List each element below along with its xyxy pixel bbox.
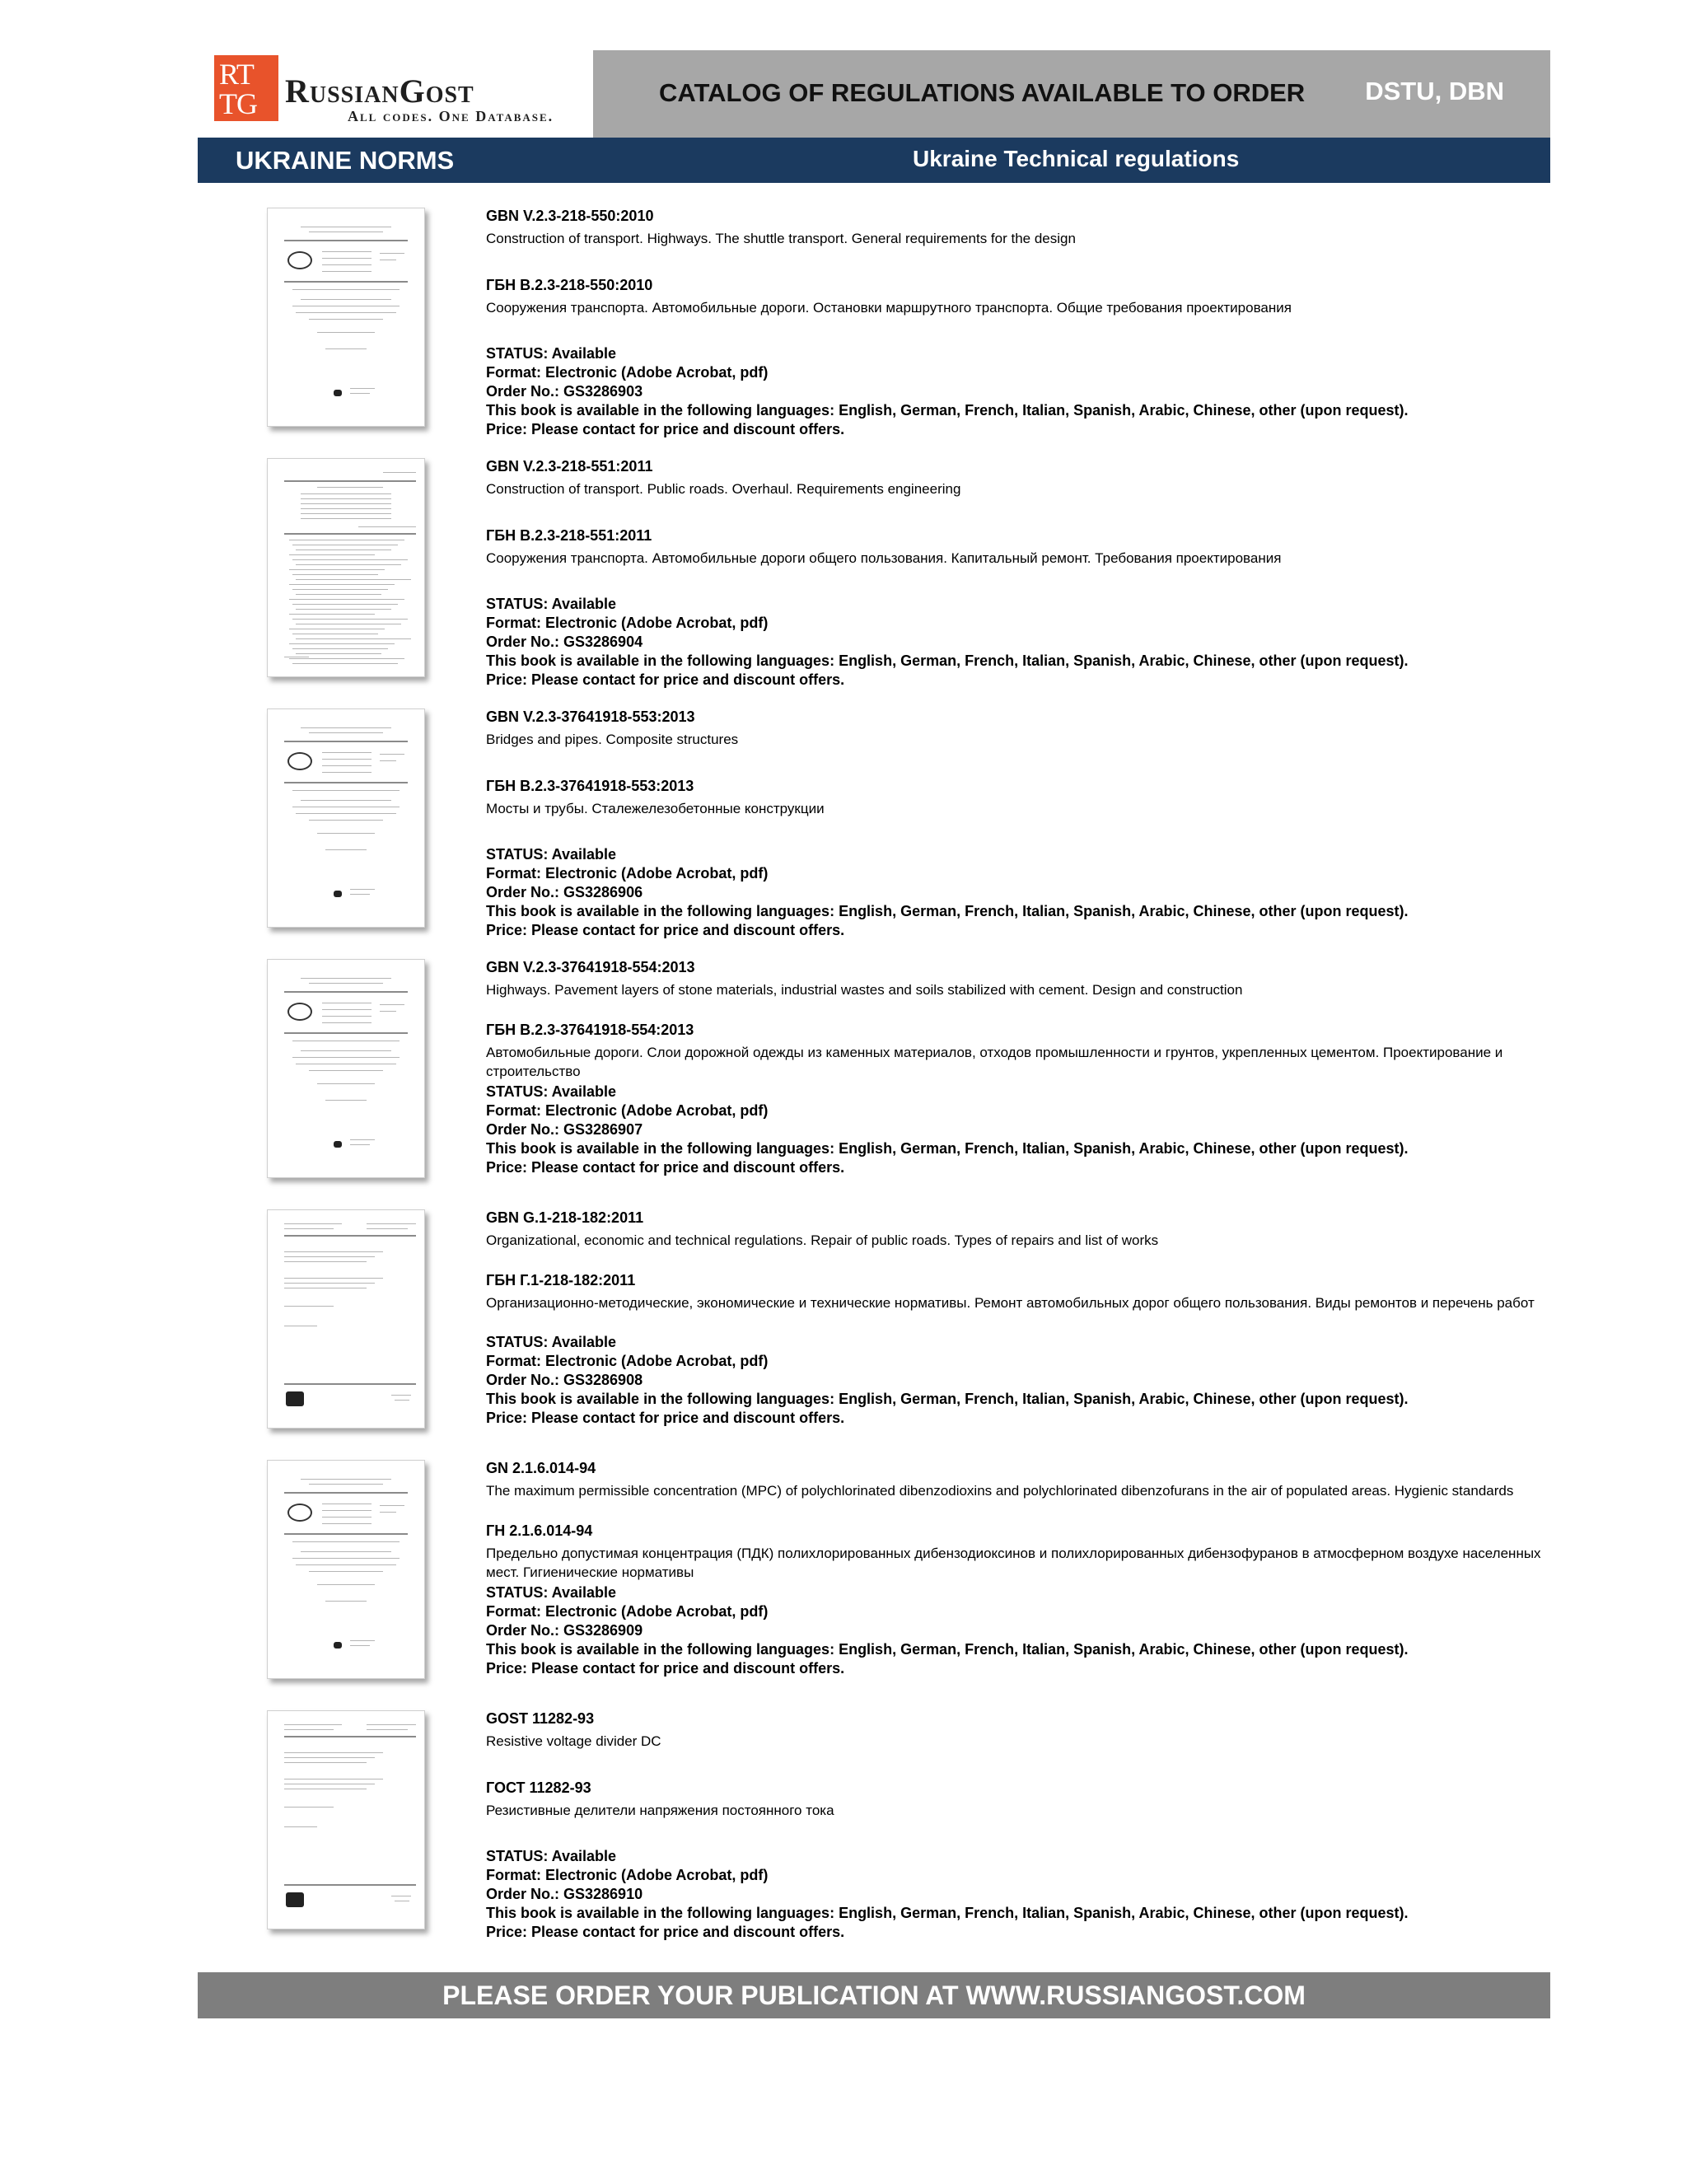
logo[interactable] xyxy=(198,50,593,138)
cover-text-line xyxy=(284,1261,367,1262)
cover-text-line xyxy=(380,1011,396,1012)
cover-text-line xyxy=(309,732,383,733)
catalog-entry xyxy=(198,1709,1550,1956)
cover-text-line xyxy=(292,574,378,575)
cover-text-line xyxy=(292,589,388,590)
status-text: STATUS: Available xyxy=(486,1083,617,1100)
cover-text-line xyxy=(322,759,372,760)
languages-text: This book is available in the following languages: English, German, French, Italian, Spanish, Arabic, Chinese, other (upon request). xyxy=(486,1391,1409,1407)
cover-text-line xyxy=(284,1306,334,1307)
cover-text-line xyxy=(301,978,391,979)
logo-name: RussianGost xyxy=(285,72,474,110)
cover-text-line xyxy=(350,1640,375,1641)
cover-text-line xyxy=(322,752,372,753)
status-text: STATUS: Available xyxy=(486,345,617,362)
cover-text-line xyxy=(284,1251,383,1252)
format-text: Format: Electronic (Adobe Acrobat, pdf) xyxy=(486,1867,769,1883)
cover-text-line xyxy=(292,1057,400,1058)
cover-text-line xyxy=(296,638,411,639)
entry-details xyxy=(486,456,1549,690)
cover-text-line xyxy=(284,1283,375,1284)
format-text: Format: Electronic (Adobe Acrobat, pdf) xyxy=(486,1603,769,1620)
cover-text-line xyxy=(309,1484,383,1485)
order-number: Order No.: GS3286909 xyxy=(486,1622,643,1639)
logo-tagline: All codes. One Database. xyxy=(348,108,554,124)
cover-text-line xyxy=(296,312,396,313)
format-text: Format: Electronic (Adobe Acrobat, pdf) xyxy=(486,865,769,882)
cover-text-line xyxy=(309,820,383,821)
logo-mark-bottom: TG xyxy=(219,87,257,120)
cover-text-line xyxy=(292,559,408,560)
cover-text-line xyxy=(289,658,404,659)
cover-text-line xyxy=(301,503,391,504)
cover-text-line xyxy=(317,1083,375,1084)
cover-text-line xyxy=(380,754,404,755)
cover-text-line xyxy=(350,1645,370,1646)
cover-text-line xyxy=(322,251,372,252)
document-cover-thumbnail[interactable] xyxy=(267,1209,425,1429)
document-cover-thumbnail[interactable] xyxy=(267,208,425,427)
cover-text-line xyxy=(296,1564,396,1565)
cover-text-line xyxy=(322,264,372,265)
cover-text-line xyxy=(380,1505,404,1506)
standard-title-en: Construction of transport. Highways. The shuttle transport. General requirements for the design xyxy=(486,231,1076,246)
cover-text-line xyxy=(284,1228,334,1229)
cover-text-line xyxy=(301,800,391,801)
price-text: Price: Please contact for price and discount offers. xyxy=(486,671,845,688)
cover-text-line xyxy=(284,281,408,283)
cover-text-line xyxy=(296,813,396,814)
document-cover-thumbnail[interactable] xyxy=(267,1460,425,1679)
cover-text-line xyxy=(301,299,391,300)
cover-text-line xyxy=(322,772,372,773)
cover-text-line xyxy=(301,498,391,499)
cover-text-line xyxy=(322,1517,372,1518)
document-cover-thumbnail[interactable] xyxy=(267,1710,425,1929)
cover-text-line xyxy=(301,493,391,494)
cover-text-line xyxy=(309,1571,383,1572)
cover-text-line xyxy=(284,240,408,241)
cover-text-line xyxy=(350,388,375,389)
entry-details xyxy=(486,1458,1549,1678)
publisher-logo-icon xyxy=(286,1391,304,1406)
standard-code-en[interactable]: GOST 11282-93 xyxy=(486,1710,595,1727)
cover-text-line xyxy=(292,790,400,791)
entry-details xyxy=(486,1208,1549,1428)
price-text: Price: Please contact for price and discount offers. xyxy=(486,922,845,938)
price-text: Price: Please contact for price and discount offers. xyxy=(486,1410,845,1426)
cover-text-line xyxy=(284,1235,416,1237)
title-banner xyxy=(593,50,1550,138)
order-number: Order No.: GS3286906 xyxy=(486,884,643,900)
standard-title-en: Organizational, economic and technical regulations. Repair of public roads. Types of repairs and list of works xyxy=(486,1232,1159,1248)
cover-text-line xyxy=(292,648,388,649)
cover-text-line xyxy=(284,1736,416,1737)
cover-text-line xyxy=(296,609,391,610)
cover-text-line xyxy=(296,564,401,565)
standard-code-en[interactable]: GBN V.2.3-37641918-553:2013 xyxy=(486,709,695,725)
cover-text-line xyxy=(284,782,408,783)
catalog-entry xyxy=(198,707,1550,954)
cover-text-line xyxy=(292,619,408,620)
cover-text-line xyxy=(350,1144,370,1145)
cover-text-line xyxy=(383,472,416,473)
standard-code-ru: ГБН В.2.3-218-551:2011 xyxy=(486,527,652,544)
logo-mark-icon xyxy=(214,55,278,121)
cover-text-line xyxy=(301,518,391,519)
catalog-header xyxy=(198,50,1550,138)
cover-text-line xyxy=(395,1400,409,1401)
status-text: STATUS: Available xyxy=(486,1584,617,1601)
cover-text-line xyxy=(292,1541,400,1542)
section-bar xyxy=(198,138,1550,183)
languages-text: This book is available in the following languages: English, German, French, Italian, Spanish, Arabic, Chinese, other (upon request). xyxy=(486,1905,1409,1921)
cover-text-line xyxy=(284,1223,342,1224)
standard-emblem-icon xyxy=(287,251,312,269)
status-text: STATUS: Available xyxy=(486,1848,617,1864)
standard-title-ru: Сооружения транспорта. Автомобильные дороги. Остановки маршрутного транспорта. Общие требования проектирования xyxy=(486,300,1292,316)
order-footer xyxy=(198,1972,1550,2018)
cover-text-line xyxy=(380,760,396,761)
price-text: Price: Please contact for price and discount offers. xyxy=(486,421,845,437)
cover-text-line xyxy=(350,894,370,895)
standard-title-ru: Резистивные делители напряжения постоянного тока xyxy=(486,1803,834,1818)
cover-text-line xyxy=(301,1479,391,1480)
publisher-logo-icon xyxy=(334,390,342,396)
cover-text-line xyxy=(317,1584,375,1585)
standard-title-ru: Сооружения транспорта. Автомобильные дороги общего пользования. Капитальный ремонт. Требования проектирования xyxy=(486,550,1282,566)
publisher-logo-icon xyxy=(286,1892,304,1907)
cover-text-line xyxy=(322,1022,372,1023)
standard-code-ru: ГБН Г.1-218-182:2011 xyxy=(486,1272,636,1288)
standard-title-ru: Автомобильные дороги. Слои дорожной одежды из каменных материалов, отходов промышленности и грунтов, укрепленных цементом. Проектирование и строительство xyxy=(486,1045,1503,1079)
price-text: Price: Please contact for price and discount offers. xyxy=(486,1159,845,1176)
standard-title-en: Bridges and pipes. Composite structures xyxy=(486,732,739,747)
cover-text-line xyxy=(284,1807,334,1808)
cover-text-line xyxy=(284,1278,383,1279)
standard-code-en[interactable]: GBN V.2.3-218-551:2011 xyxy=(486,458,653,475)
cover-text-line xyxy=(309,983,383,984)
cover-text-line xyxy=(322,1523,372,1524)
publisher-logo-icon xyxy=(334,1141,342,1148)
entry-details xyxy=(486,957,1549,1177)
cover-text-line xyxy=(289,584,395,585)
cover-text-line xyxy=(289,569,385,570)
cover-text-line xyxy=(317,332,375,333)
languages-text: This book is available in the following languages: English, German, French, Italian, Spanish, Arabic, Chinese, other (upon request). xyxy=(486,402,1409,419)
cover-text-line xyxy=(284,991,408,993)
cover-text-line xyxy=(292,663,398,664)
entry-meta xyxy=(486,1083,1549,1177)
catalog-entry xyxy=(198,456,1550,704)
price-text: Price: Please contact for price and discount offers. xyxy=(486,1924,845,1940)
status-text: STATUS: Available xyxy=(486,846,617,863)
standard-code-en[interactable]: GBN V.2.3-37641918-554:2013 xyxy=(486,959,695,975)
publisher-logo-icon xyxy=(334,891,342,897)
cover-text-line xyxy=(309,319,383,320)
cover-text-line xyxy=(289,614,375,615)
cover-text-line xyxy=(367,1228,408,1229)
cover-text-line xyxy=(301,513,391,514)
cover-text-line xyxy=(284,1826,317,1827)
order-number: Order No.: GS3286904 xyxy=(486,634,643,650)
cover-text-line xyxy=(367,1729,408,1730)
catalog-entry xyxy=(198,957,1550,1204)
order-number: Order No.: GS3286903 xyxy=(486,383,643,400)
cover-text-line xyxy=(292,604,398,605)
cover-text-line xyxy=(325,1601,367,1602)
standard-code-en[interactable]: GBN V.2.3-218-550:2010 xyxy=(486,208,654,224)
cover-text-line xyxy=(322,258,372,259)
cover-text-line xyxy=(284,1762,367,1763)
cover-text-line xyxy=(284,1757,375,1758)
catalog-codes: DSTU, DBN xyxy=(1365,77,1504,105)
standard-code-en[interactable]: GN 2.1.6.014-94 xyxy=(486,1460,596,1476)
languages-text: This book is available in the following languages: English, German, French, Italian, Spanish, Arabic, Chinese, other (upon request). xyxy=(486,652,1409,669)
standard-title-en: Resistive voltage divider DC xyxy=(486,1733,661,1749)
cover-text-line xyxy=(309,231,383,232)
cover-text-line xyxy=(367,1223,416,1224)
standard-code-ru: ГБН В.2.3-37641918-553:2013 xyxy=(486,778,694,794)
cover-text-line xyxy=(317,487,383,488)
cover-text-line xyxy=(284,1492,408,1494)
standard-title-en: The maximum permissible concentration (MPC) of polychlorinated dibenzodioxins and polychlorinated dibenzofurans in the air of populated areas. Hygienic standards xyxy=(486,1483,1514,1499)
cover-text-line xyxy=(284,741,408,742)
cover-text-line xyxy=(325,849,367,850)
cover-text-line xyxy=(380,253,404,254)
document-cover-thumbnail[interactable] xyxy=(267,959,425,1178)
format-text: Format: Electronic (Adobe Acrobat, pdf) xyxy=(486,1353,769,1369)
status-text: STATUS: Available xyxy=(486,1334,617,1350)
standard-title-ru: Организационно-методические, экономические и технические нормативы. Ремонт автомобильных дорог общего пользования. Виды ремонтов и перечень работ xyxy=(486,1295,1535,1311)
order-number: Order No.: GS3286910 xyxy=(486,1886,643,1902)
entry-meta xyxy=(486,1333,1549,1428)
cover-text-line xyxy=(350,1139,375,1140)
standard-emblem-icon xyxy=(287,752,312,770)
cover-text-line xyxy=(292,1558,400,1559)
entry-details xyxy=(486,707,1549,940)
cover-text-line xyxy=(350,393,370,394)
entry-details xyxy=(486,1709,1549,1942)
cover-text-line xyxy=(289,599,404,600)
standard-title-en: Construction of transport. Public roads. Overhaul. Requirements engineering xyxy=(486,481,961,497)
cover-text-line xyxy=(284,1032,408,1034)
cover-text-line xyxy=(380,1004,404,1005)
standard-code-ru: ГБН В.2.3-37641918-554:2013 xyxy=(486,1022,694,1038)
standard-emblem-icon xyxy=(287,1003,312,1021)
cover-text-line xyxy=(322,1016,372,1017)
order-number: Order No.: GS3286907 xyxy=(486,1121,643,1138)
catalog-entry xyxy=(198,1458,1550,1705)
languages-text: This book is available in the following languages: English, German, French, Italian, Spanish, Arabic, Chinese, other (upon request). xyxy=(486,903,1409,919)
cover-text-line xyxy=(322,1510,372,1511)
cover-text-line xyxy=(284,1533,408,1535)
standard-code-ru: ГН 2.1.6.014-94 xyxy=(486,1522,593,1539)
cover-text-line xyxy=(296,579,411,580)
cover-text-line xyxy=(391,1395,411,1396)
cover-text-line xyxy=(284,1383,416,1385)
order-link[interactable]: PLEASE ORDER YOUR PUBLICATION AT WWW.RUSSIANGOST.COM xyxy=(442,1981,1306,2010)
cover-text-line xyxy=(284,1724,342,1725)
document-cover-thumbnail[interactable] xyxy=(267,709,425,928)
entry-meta xyxy=(486,845,1549,940)
price-text: Price: Please contact for price and discount offers. xyxy=(486,1660,845,1677)
cover-text-line xyxy=(367,1724,416,1725)
cover-text-line xyxy=(289,554,375,555)
languages-text: This book is available in the following languages: English, German, French, Italian, Spanish, Arabic, Chinese, other (upon request). xyxy=(486,1140,1409,1157)
entry-meta xyxy=(486,595,1549,690)
format-text: Format: Electronic (Adobe Acrobat, pdf) xyxy=(486,364,769,381)
cover-text-line xyxy=(350,889,375,890)
cover-text-line xyxy=(296,594,381,595)
cover-text-line xyxy=(284,480,416,482)
entry-meta xyxy=(486,344,1549,439)
cover-text-line xyxy=(284,1884,416,1886)
cover-text-line xyxy=(301,1050,391,1051)
standard-emblem-icon xyxy=(287,1504,312,1522)
cover-text-line xyxy=(284,1256,375,1257)
cover-text-line xyxy=(292,289,400,290)
format-text: Format: Electronic (Adobe Acrobat, pdf) xyxy=(486,615,769,631)
cover-text-line xyxy=(289,643,395,644)
cover-text-line xyxy=(325,348,367,349)
entry-details xyxy=(486,206,1549,439)
document-cover-thumbnail[interactable] xyxy=(267,458,425,677)
cover-text-line xyxy=(322,765,372,766)
standard-title-ru: Мосты и трубы. Сталежелезобетонные конструкции xyxy=(486,801,825,816)
cover-text-line xyxy=(284,533,416,535)
cover-text-line xyxy=(325,1100,367,1101)
standard-code-ru: ГБН В.2.3-218-550:2010 xyxy=(486,277,653,293)
section-subtitle: Ukraine Technical regulations xyxy=(913,146,1240,171)
catalog-entry xyxy=(198,206,1550,453)
cover-text-line xyxy=(309,1070,383,1071)
logo-mark-top: RT xyxy=(219,58,254,91)
catalog-title: CATALOG OF REGULATIONS AVAILABLE TO ORDER xyxy=(659,78,1306,107)
standard-code-ru: ГОСТ 11282-93 xyxy=(486,1779,591,1796)
cover-text-line xyxy=(284,1752,383,1753)
cover-text-line xyxy=(301,508,391,509)
cover-text-line xyxy=(301,1551,391,1552)
cover-text-line xyxy=(322,271,372,272)
standard-code-en[interactable]: GBN G.1-218-182:2011 xyxy=(486,1209,644,1226)
cover-text-line xyxy=(284,1729,334,1730)
languages-text: This book is available in the following languages: English, German, French, Italian, Spanish, Arabic, Chinese, other (upon request). xyxy=(486,1641,1409,1658)
cover-text-line xyxy=(317,833,375,834)
standard-title-en: Highways. Pavement layers of stone materials, industrial wastes and soils stabilized with cement. Design and construction xyxy=(486,982,1243,998)
publisher-logo-icon xyxy=(334,1642,342,1649)
format-text: Format: Electronic (Adobe Acrobat, pdf) xyxy=(486,1102,769,1119)
entry-meta xyxy=(486,1583,1549,1678)
cover-text-line xyxy=(358,526,416,527)
status-text: STATUS: Available xyxy=(486,596,617,612)
cover-text-line xyxy=(322,1009,372,1010)
section-title: UKRAINE NORMS xyxy=(236,146,455,175)
cover-text-line xyxy=(380,1512,396,1513)
order-number: Order No.: GS3286908 xyxy=(486,1372,643,1388)
cover-text-line xyxy=(301,727,391,728)
entry-meta xyxy=(486,1847,1549,1942)
catalog-entry xyxy=(198,1208,1550,1455)
standard-title-ru: Предельно допустимая концентрация (ПДК) полихлорированных дибензодиоксинов и полихлорированных дибензофуранов в атмосферном воздухе населенных мест. Гигиенические нормативы xyxy=(486,1546,1541,1580)
cover-text-line xyxy=(296,653,381,654)
